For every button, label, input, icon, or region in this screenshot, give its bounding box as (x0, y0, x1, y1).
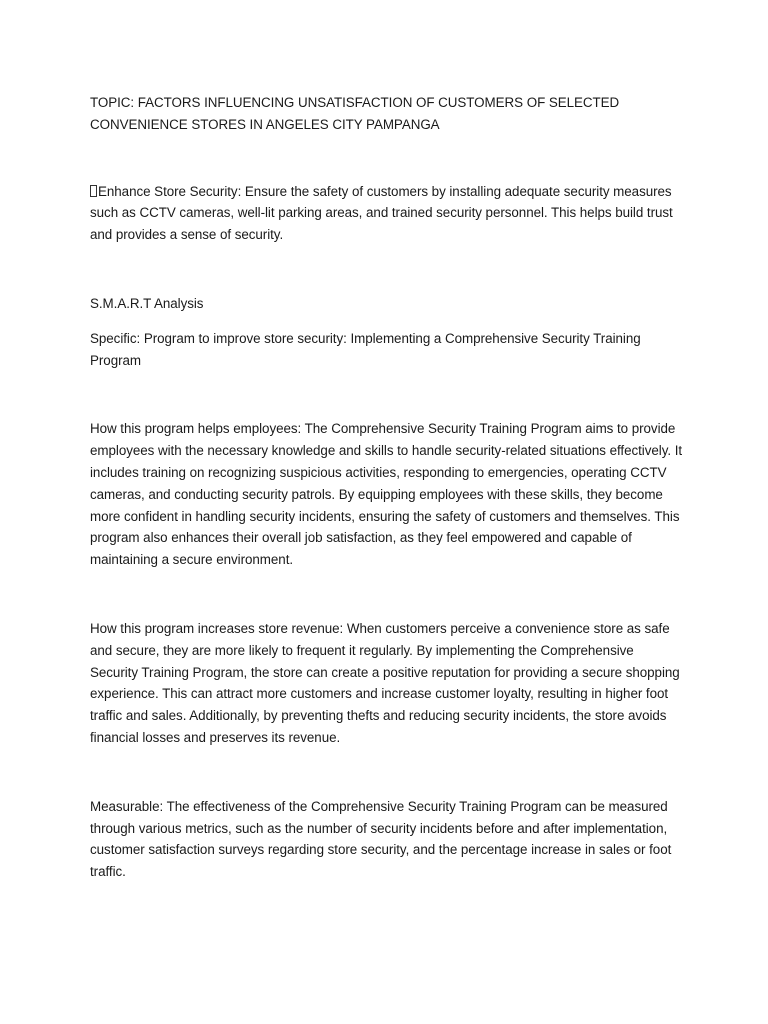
increases-revenue-paragraph: How this program increases store revenue: When customers perceive a convenience store as safe and secure, they are more likely to frequent it regularly. By implementing the Comprehensive Security Training Program, the store can create a positive reputation for providing a secure shopping experience. This can attract more customers and increase customer loyalty, resulting in higher foot traffic and sales. Additionally, by preventing thefts and reducing security incidents, the store avoids financial losses and preserves its revenue. (90, 620, 680, 745)
enhance-security-paragraph (90, 181, 685, 246)
smart-analysis-heading: S.M.A.R.T Analysis (90, 295, 204, 311)
specific-paragraph: Specific: Program to improve store security: Implementing a Comprehensive Security Training Program (90, 330, 641, 368)
topic-heading: TOPIC: FACTORS INFLUENCING UNSATISFACTION OF CUSTOMERS OF SELECTED CONVENIENCE STORES IN ANGELES CITY PAMPANGA (90, 95, 620, 132)
enhance-security-text: Enhance Store Security: Ensure the safety of customers by installing adequate security measures such as CCTV cameras, well-lit parking areas, and trained security personnel. This helps build trust and provides a sense of security. (90, 183, 673, 243)
document-page (90, 92, 685, 883)
measurable-paragraph: Measurable: The effectiveness of the Comprehensive Security Training Program can be measured through various metrics, such as the number of security incidents before and after implementation, customer satisfaction surveys regarding store security, and the percentage increase in sales or foot traffic. (90, 798, 672, 880)
missing-glyph-icon (90, 185, 97, 197)
helps-employees-paragraph: How this program helps employees: The Comprehensive Security Training Program aims to provide employees with the necessary knowledge and skills to handle security-related situations effectively. It includes training on recognizing suspicious activities, responding to emergencies, operating CCTV cameras, and conducting security patrols. By equipping employees with these skills, they become more confident in handling security incidents, ensuring the safety of customers and themselves. This program also enhances their overall job satisfaction, as they feel empowered and capable of maintaining a secure environment. (90, 421, 683, 568)
